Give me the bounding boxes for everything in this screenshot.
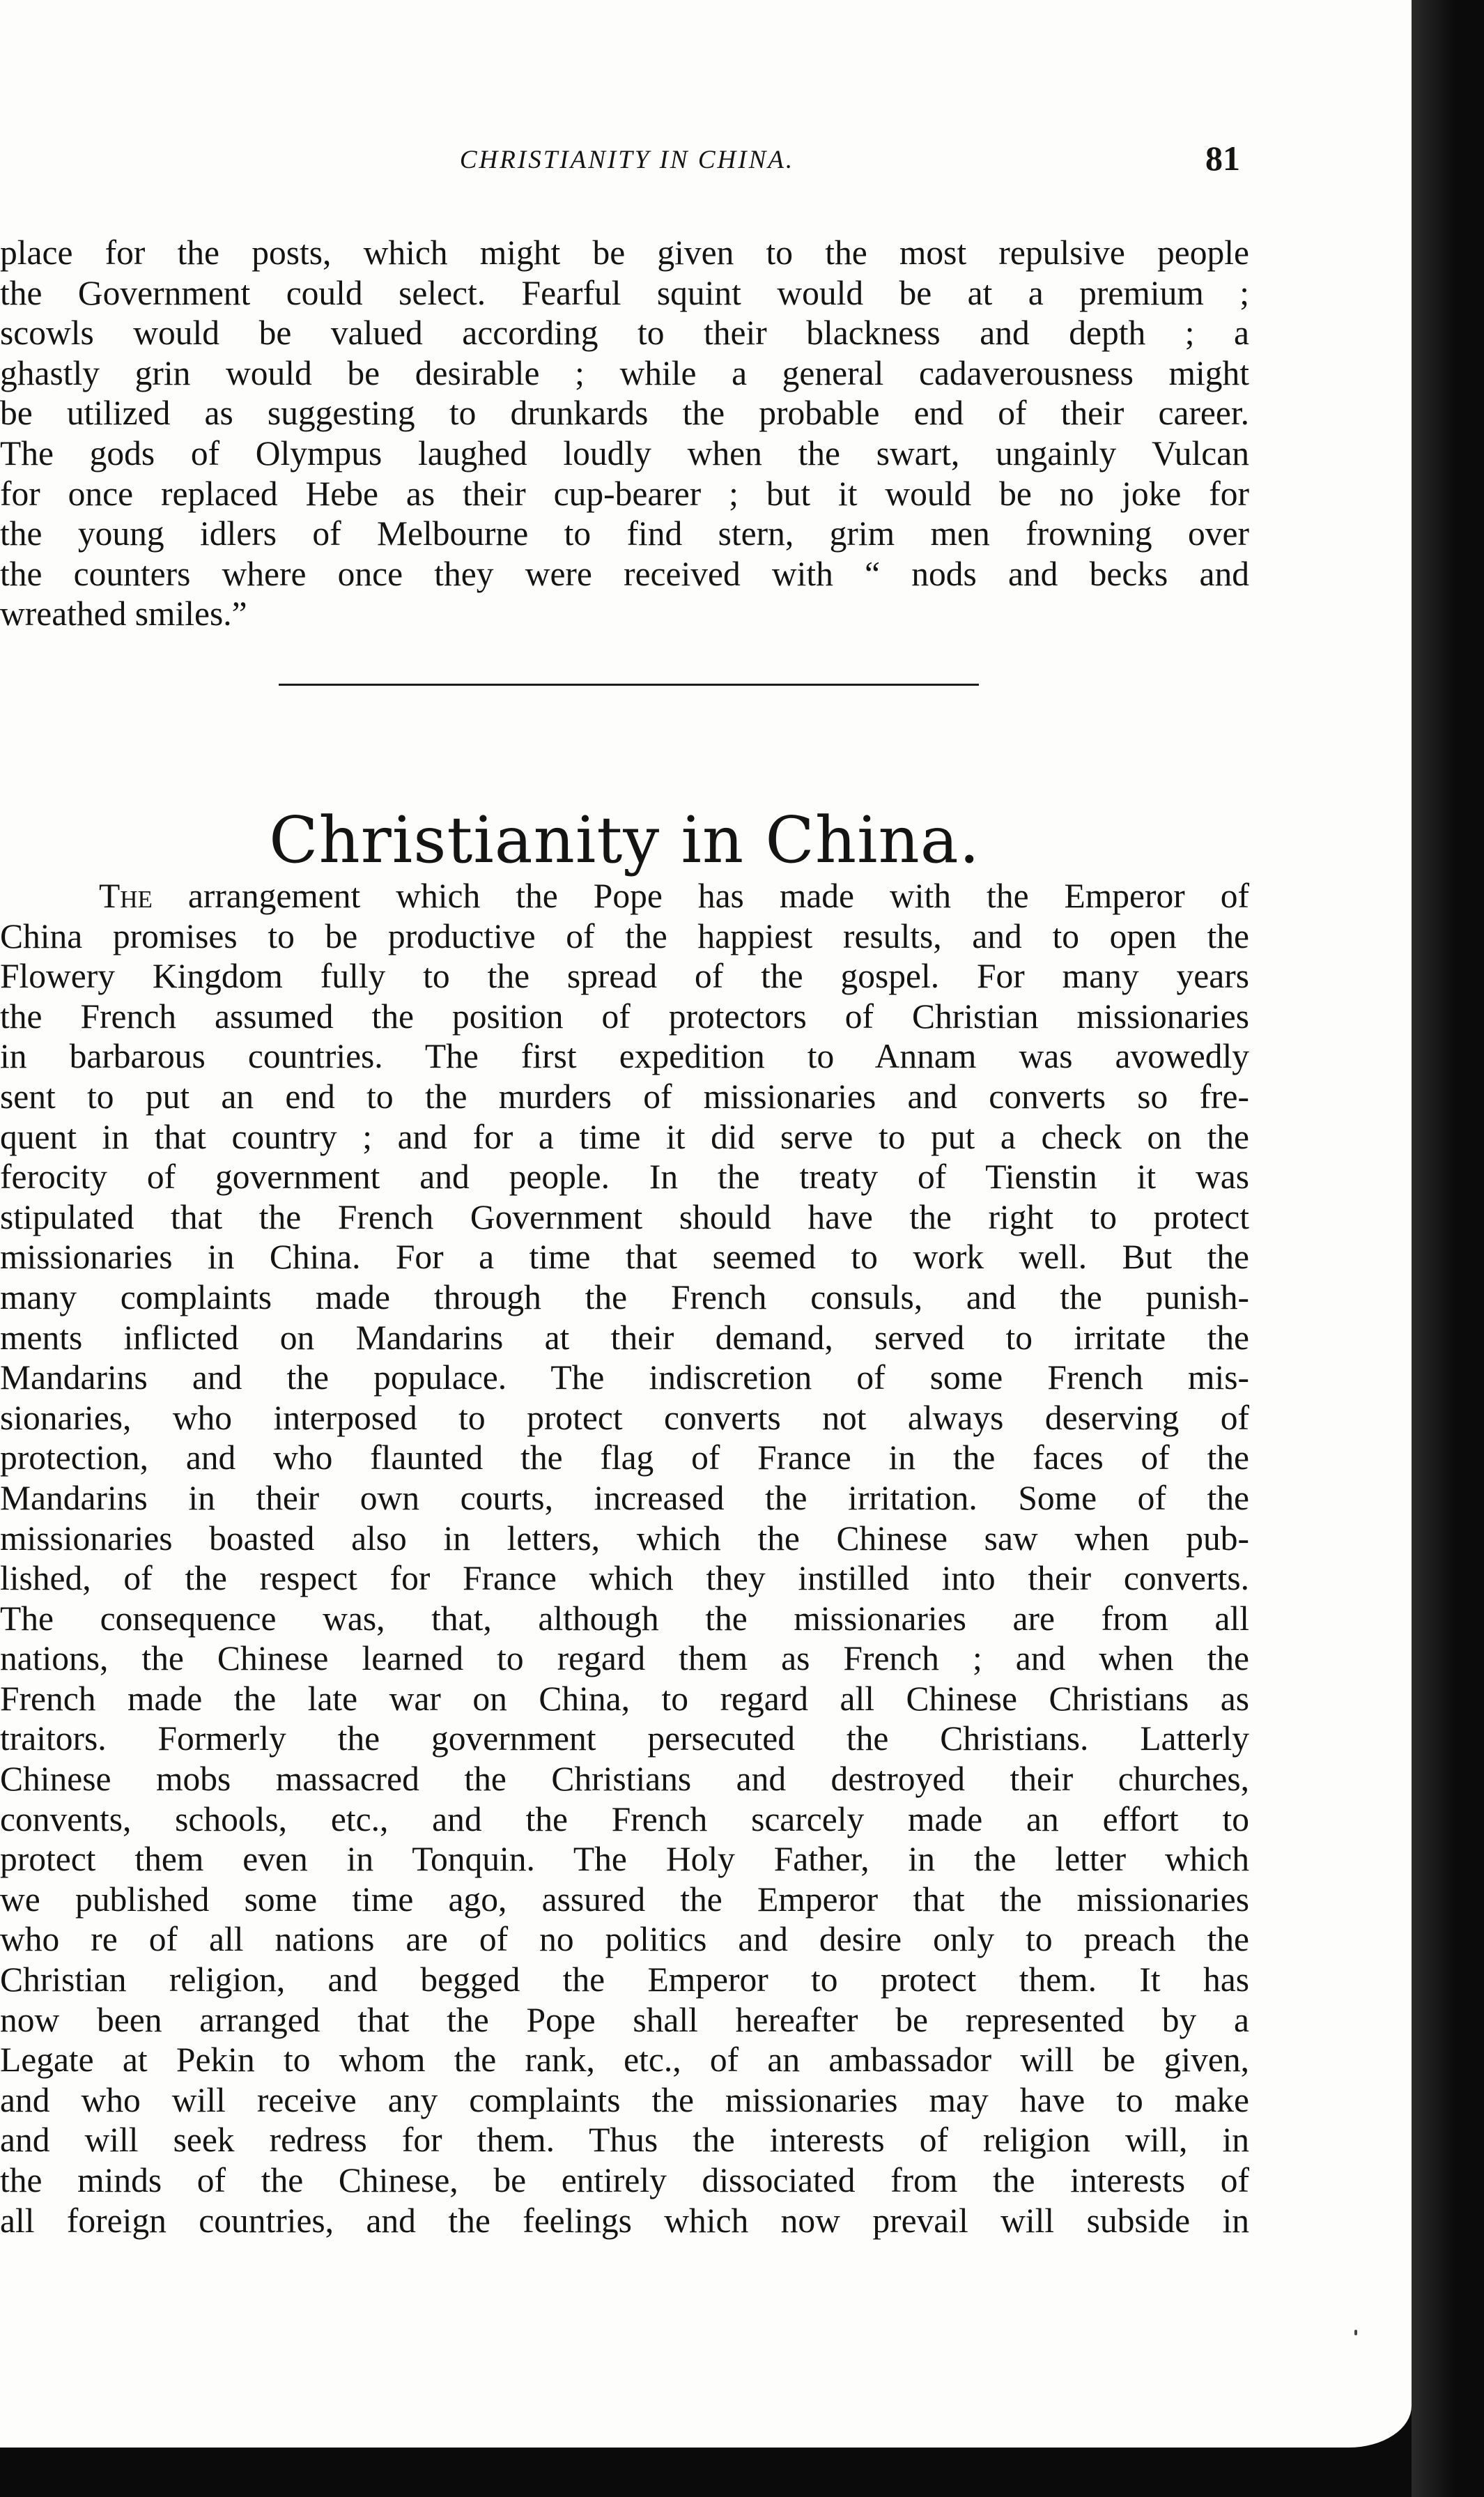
text-line: be utilized as suggesting to drunkards the probable end of their career. xyxy=(0,394,1249,433)
running-title: CHRISTIANITY IN CHINA. xyxy=(459,146,795,174)
text-line: sent to put an end to the murders of missionaries and converts so fre- xyxy=(0,1077,1249,1116)
text-line: lished, of the respect for France which they instilled into their converts. xyxy=(0,1559,1249,1598)
text-line: the counters where once they were received with “ nods and becks and xyxy=(0,554,1249,593)
article-title: Christianity in China. xyxy=(269,802,980,877)
text-line: sionaries, who interposed to protect converts not always deserving of xyxy=(0,1398,1249,1437)
text-line: Mandarins and the populace. The indiscretion of some French mis- xyxy=(0,1358,1249,1397)
text-line: scowls would be valued according to their blackness and depth ; a xyxy=(0,314,1249,353)
text-line: the French assumed the position of protectors of Christian missionaries xyxy=(0,997,1249,1036)
text-line: Mandarins in their own courts, increased the irritation. Some of the xyxy=(0,1478,1249,1517)
text-line: and will seek redress for them. Thus the interests of religion will, in xyxy=(0,2121,1249,2160)
section-divider xyxy=(279,684,979,686)
text-line: Flowery Kingdom fully to the spread of the gospel. For many years xyxy=(0,957,1249,996)
text-line: we published some time ago, assured the Emperor that the missionaries xyxy=(0,1880,1249,1919)
paper-speck xyxy=(1354,2330,1357,2335)
text-line: nations, the Chinese learned to regard them as French ; and when the xyxy=(0,1639,1249,1678)
text-line: in barbarous countries. The first expedition to Annam was avowedly xyxy=(0,1037,1249,1076)
text-line: the young idlers of Melbourne to find stern, grim men frowning over xyxy=(0,514,1249,553)
text-line: The consequence was, that, although the missionaries are from all xyxy=(0,1599,1249,1638)
text-line: quent in that country ; and for a time it did serve to put a check on the xyxy=(0,1117,1249,1156)
text-line: ments inflicted on Mandarins at their demand, served to irritate the xyxy=(0,1318,1249,1357)
text-line: place for the posts, which might be given to the most repulsive people xyxy=(0,233,1249,272)
text-line: Legate at Pekin to whom the rank, etc., of an ambassador will be given, xyxy=(0,2041,1249,2080)
text-line: and who will receive any complaints the missionaries may have to make xyxy=(0,2080,1249,2119)
text-line: ferocity of government and people. In the treaty of Tienstin it was xyxy=(0,1158,1249,1197)
text-line: French made the late war on China, to regard all Chinese Christians as xyxy=(0,1679,1249,1718)
text-line: all foreign countries, and the feelings which now prevail will subside in xyxy=(0,2201,1249,2240)
first-line xyxy=(0,876,1249,916)
drop-word: The xyxy=(99,877,153,915)
running-head xyxy=(0,138,1254,180)
text-line: many complaints made through the French consuls, and the punish- xyxy=(0,1277,1249,1316)
text-line: Chinese mobs massacred the Christians and destroyed their churches, xyxy=(0,1760,1249,1799)
text-line: now been arranged that the Pope shall hereafter be represented by a xyxy=(0,2000,1249,2039)
article-body xyxy=(0,876,1249,2241)
text-line: traitors. Formerly the government persecuted the Christians. Latterly xyxy=(0,1719,1249,1758)
text-line: convents, schools, etc., and the French scarcely made an effort to xyxy=(0,1799,1249,1838)
text-line: wreathed smiles.” xyxy=(0,594,247,633)
text-line: who re of all nations are of no politics and desire only to preach the xyxy=(0,1920,1249,1959)
text-line: the Government could select. Fearful squint would be at a premium ; xyxy=(0,273,1249,312)
text-line: missionaries in China. For a time that seemed to work well. But the xyxy=(0,1238,1249,1277)
binding-edge-shadow xyxy=(1412,0,1484,2497)
text-line: missionaries boasted also in letters, which the Chinese saw when pub- xyxy=(0,1519,1249,1558)
continued-paragraph xyxy=(0,233,1249,634)
text-line: stipulated that the French Government should have the right to protect xyxy=(0,1197,1249,1236)
text-line: the minds of the Chinese, be entirely dissociated from the interests of xyxy=(0,2161,1249,2199)
text-line: protection, and who flaunted the flag of France in the faces of the xyxy=(0,1438,1249,1477)
text-line: The gods of Olympus laughed loudly when the swart, ungainly Vulcan xyxy=(0,433,1249,472)
text-line: China promises to be productive of the happiest results, and to open the xyxy=(0,916,1249,955)
text-line: protect them even in Tonquin. The Holy Father, in the letter which xyxy=(0,1840,1249,1879)
first-line-text: arrangement which the Pope has made with the Emperor of xyxy=(152,877,1249,915)
text-line: for once replaced Hebe as their cup-bearer ; but it would be no joke for xyxy=(0,474,1249,513)
page-number: 81 xyxy=(1205,139,1240,178)
text-line: Christian religion, and begged the Emperor to protect them. It has xyxy=(0,1960,1249,1999)
text-line: ghastly grin would be desirable ; while a general cadaverousness might xyxy=(0,353,1249,392)
